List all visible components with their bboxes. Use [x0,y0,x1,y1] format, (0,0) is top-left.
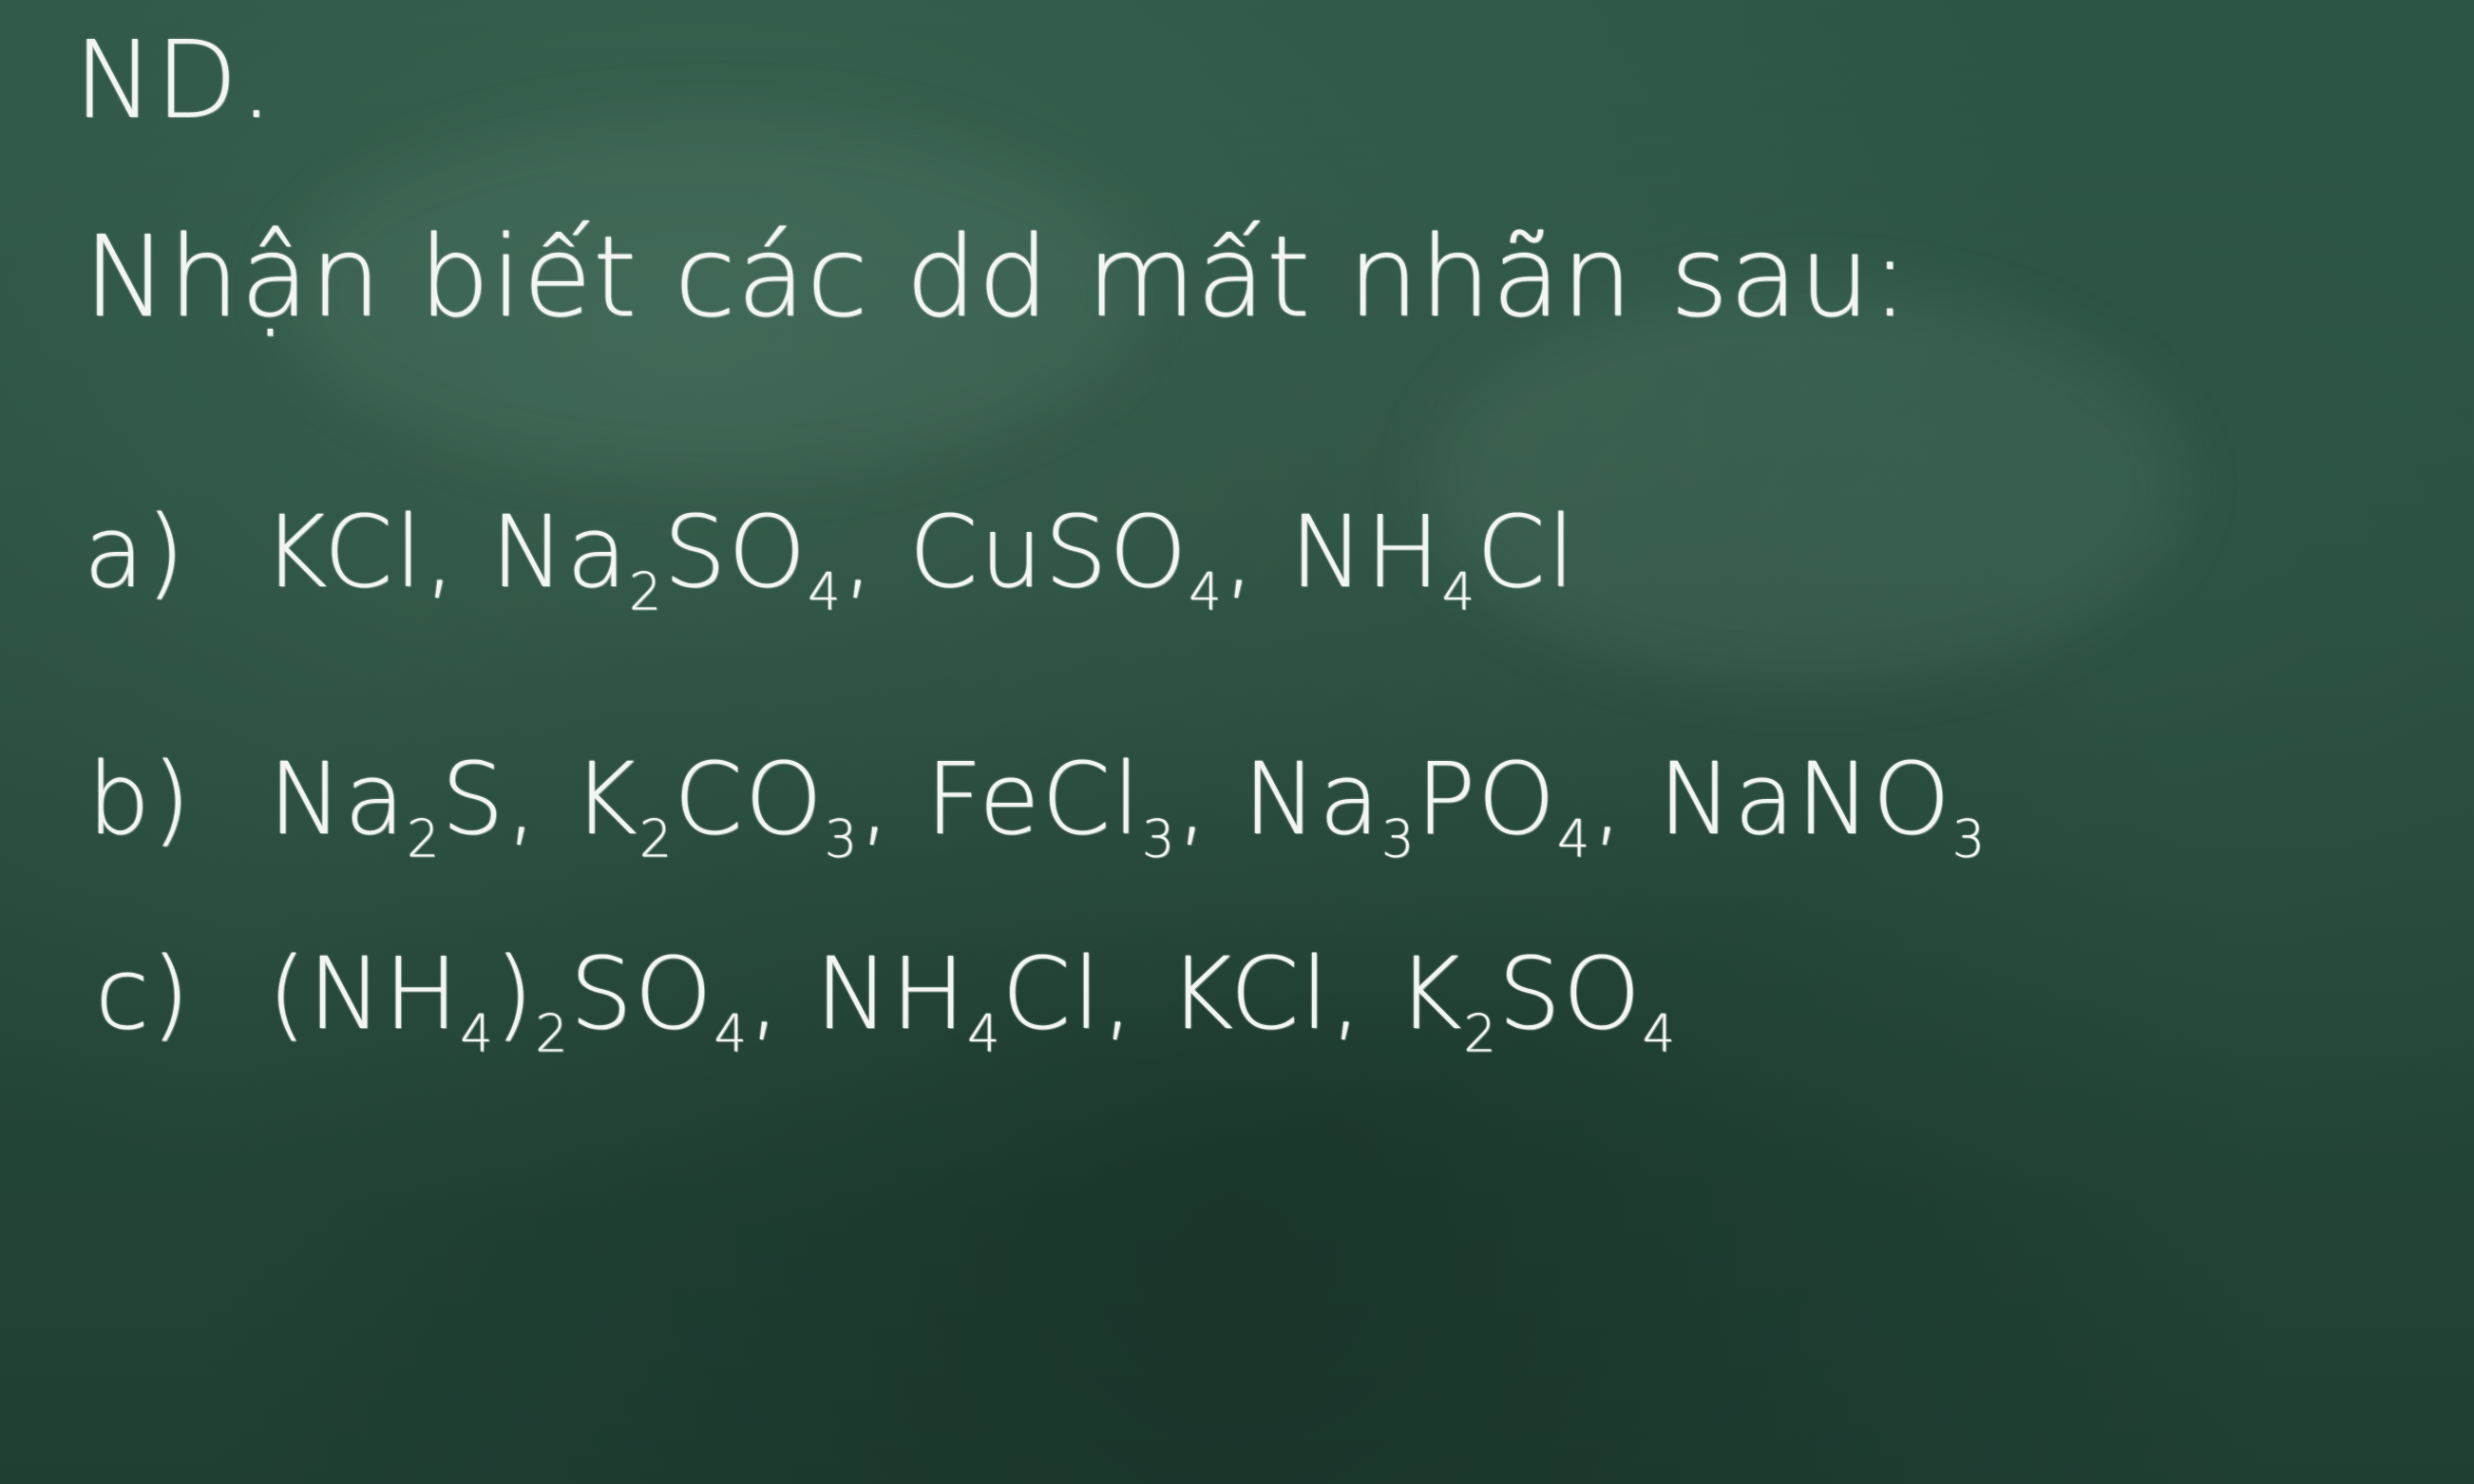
chalk-smudge [1425,285,2185,684]
problem-prompt: Nhận biết các dd mất nhãn sau: [84,211,1911,342]
problem-heading: ND. [74,19,276,143]
item-b-label: b) [87,741,193,857]
item-c-label: c) [95,936,192,1052]
item-c: c) $(NH_4)_2SO_4$, $NH_4Cl$, KCl, $K_2SO_4$ [95,936,1678,1064]
item-b: b) $Na_2S$, $K_2CO_3$, FeCl$_3$, $Na_3PO_4$, NaNO$_3$ [87,741,1988,869]
item-a: a) KCl, $Na_2SO_4$, CuSO$_4$, $NH_4Cl$ [84,494,1577,622]
item-a-label: a) [84,494,187,610]
